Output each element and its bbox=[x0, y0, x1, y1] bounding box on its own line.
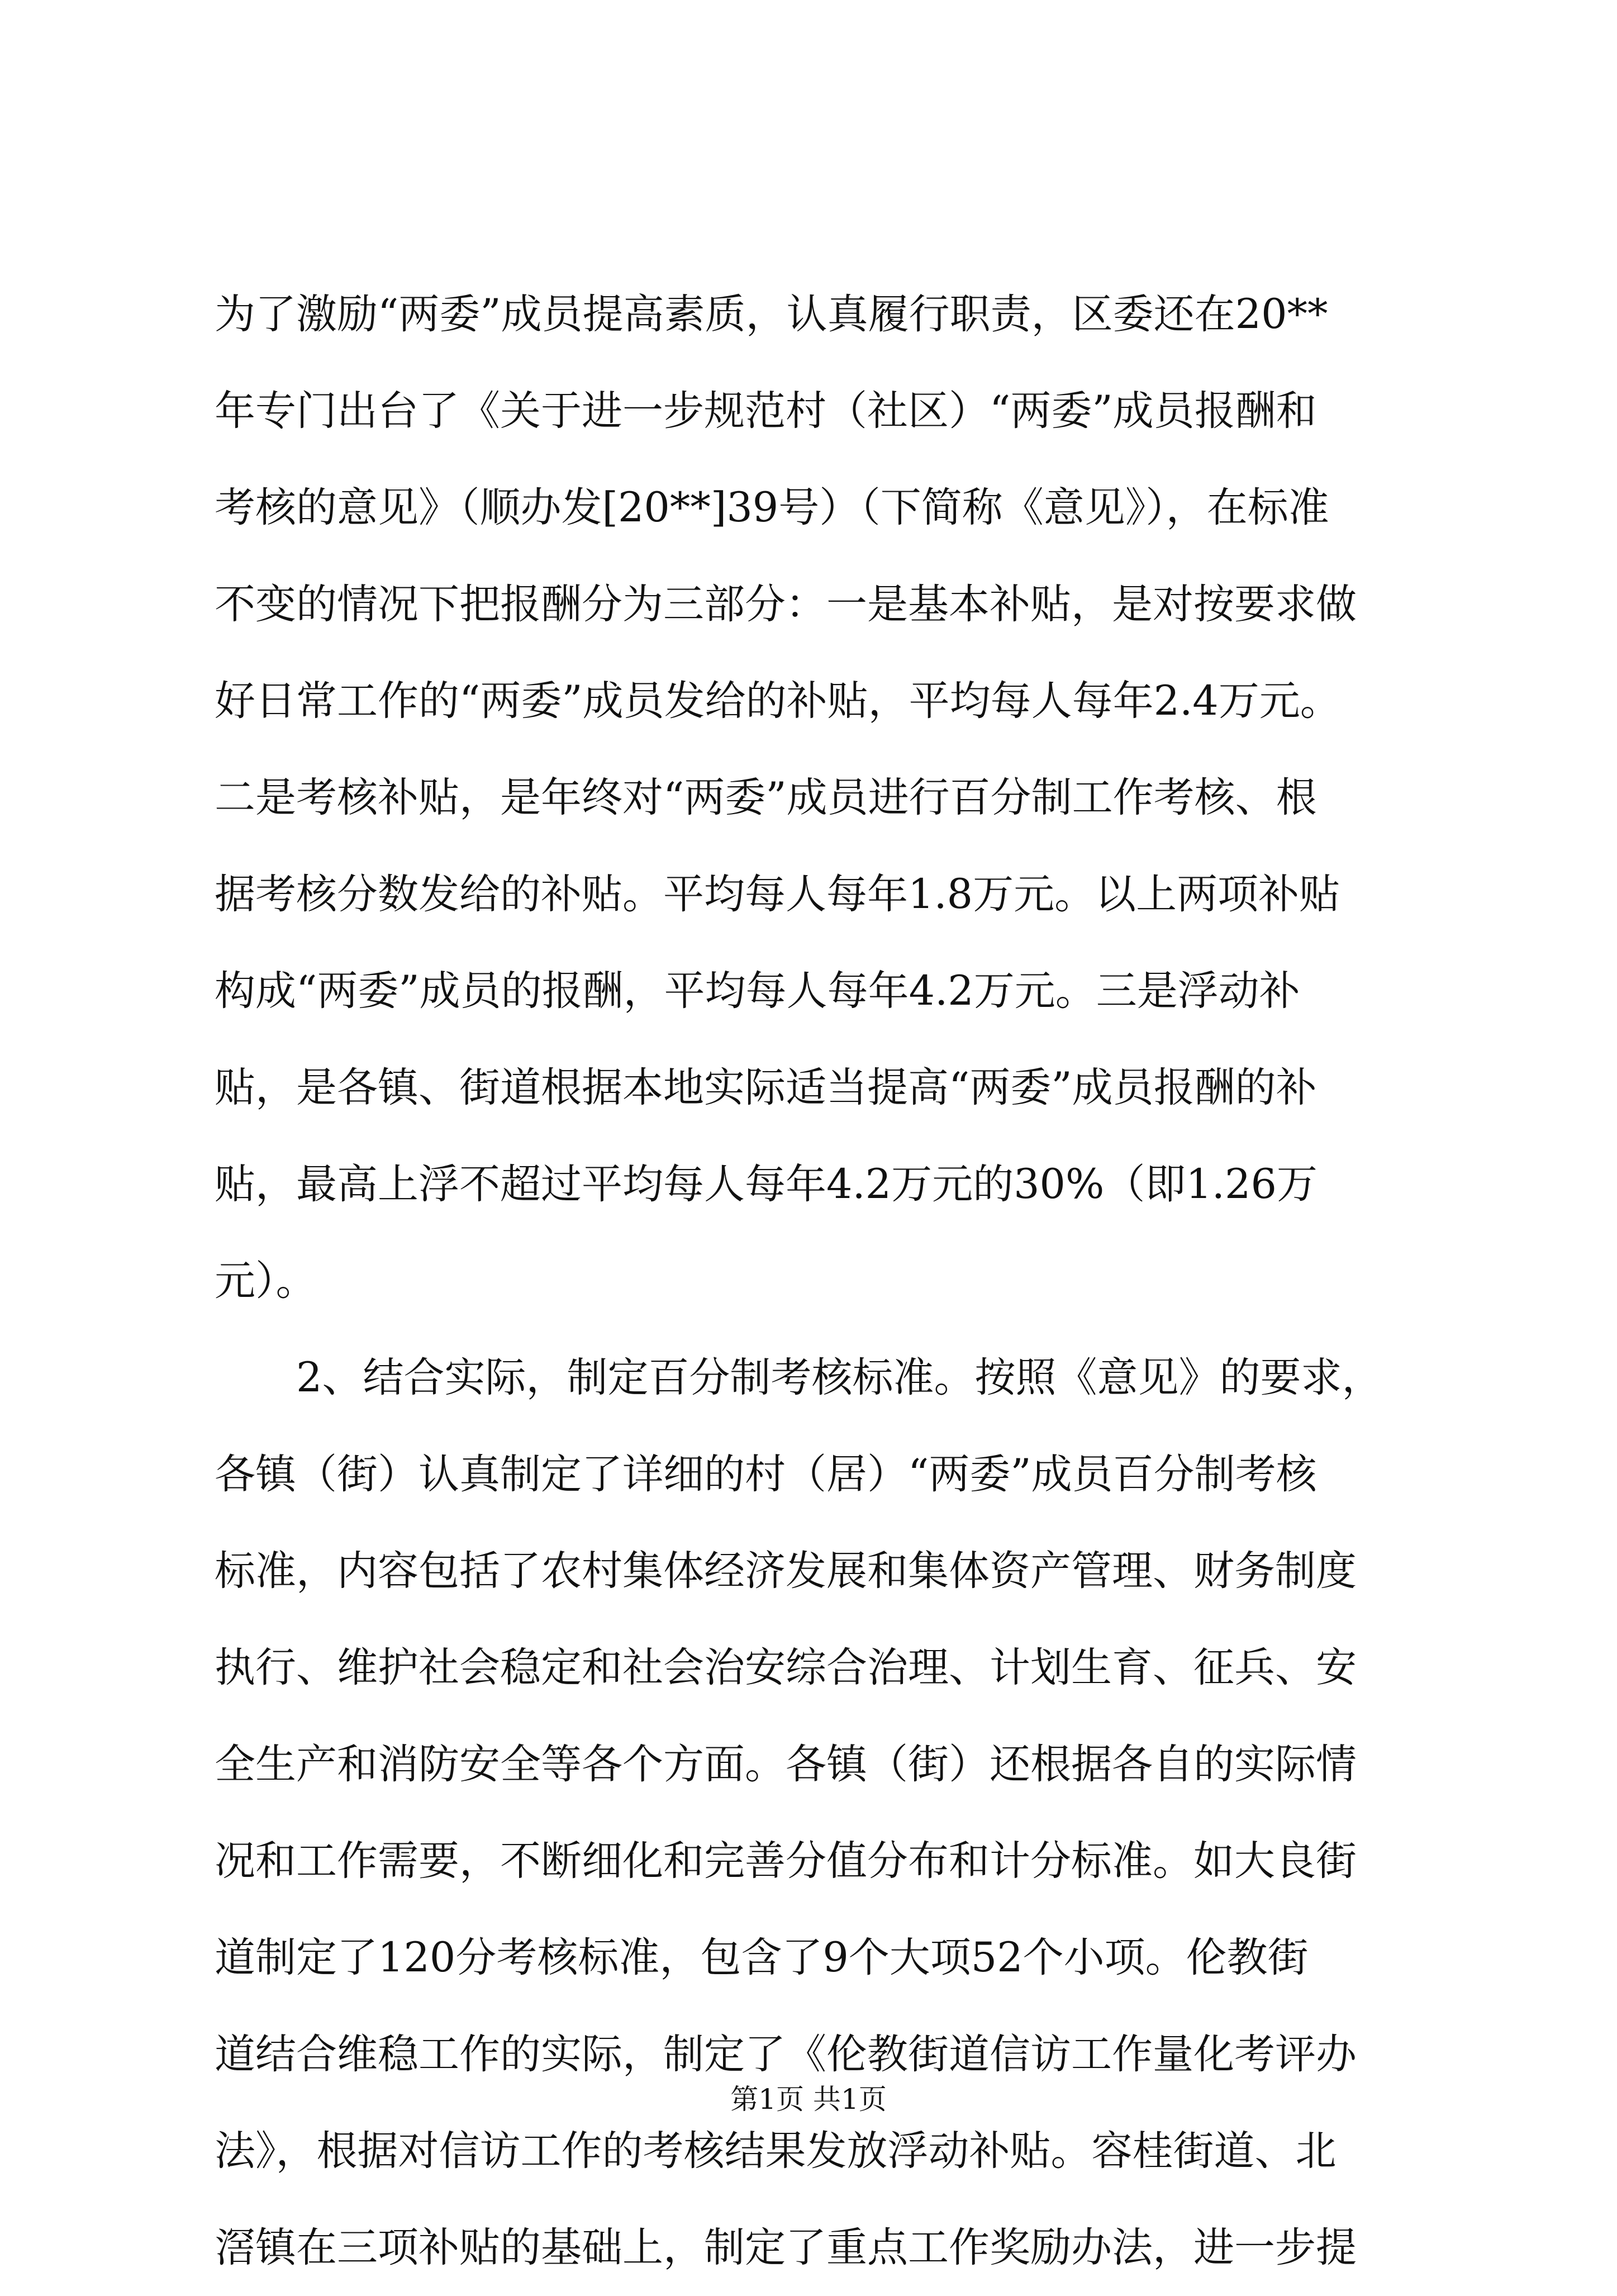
text-line: 考核的意见》（顺办发[20**]39号）（下简称《意见》），在标准 bbox=[215, 484, 1329, 531]
paragraph-remuneration bbox=[215, 266, 1410, 1329]
page-footer bbox=[0, 2080, 1617, 2119]
text-line: 道制定了120分考核标准，包含了9个大项52个小项。伦教街 bbox=[215, 1934, 1309, 1981]
text-line: 为了激励“两委”成员提高素质，认真履行职责，区委还在20** bbox=[215, 291, 1328, 338]
text-line: 法》，根据对信访工作的考核结果发放浮动补贴。容桂街道、北 bbox=[215, 2127, 1337, 2175]
text-line: 标准，内容包括了农村集体经济发展和集体资产管理、财务制度 bbox=[215, 1547, 1357, 1595]
text-line: 二是考核补贴，是年终对“两委”成员进行百分制工作考核、根 bbox=[215, 774, 1317, 821]
text-line: 好日常工作的“两委”成员发给的补贴，平均每人每年2.4万元。 bbox=[215, 677, 1341, 725]
text-line: 各镇（街）认真制定了详细的村（居）“两委”成员百分制考核 bbox=[215, 1451, 1317, 1498]
text-line: 况和工作需要，不断细化和完善分值分布和计分标准。如大良街 bbox=[215, 1837, 1357, 1885]
text-line: 道结合维稳工作的实际，制定了《伦教街道信访工作量化考评办 bbox=[215, 2031, 1357, 2078]
page-number-label: 第1页 共1页 bbox=[730, 2083, 887, 2116]
text-line: 构成“两委”成员的报酬，平均每人每年4.2万元。三是浮动补 bbox=[215, 967, 1300, 1015]
text-line: 贴，最高上浮不超过平均每人每年4.2万元的30%（即1.26万 bbox=[215, 1161, 1318, 1208]
text-line: 贴，是各镇、街道根据本地实际适当提高“两委”成员报酬的补 bbox=[215, 1064, 1317, 1111]
text-line: 元）。 bbox=[215, 1257, 317, 1305]
text-line: 年专门出台了《关于进一步规范村（社区）“两委”成员报酬和 bbox=[215, 387, 1317, 435]
text-line: 不变的情况下把报酬分为三部分：一是基本补贴，是对按要求做 bbox=[215, 581, 1357, 628]
text-line: 全生产和消防安全等各个方面。各镇（街）还根据各自的实际情 bbox=[215, 1741, 1357, 1788]
body-text bbox=[215, 266, 1410, 2296]
text-line: 据考核分数发给的补贴。平均每人每年1.8万元。以上两项补贴 bbox=[215, 871, 1340, 918]
text-line: 2、结合实际，制定百分制考核标准。按照《意见》的要求， bbox=[215, 1354, 1383, 1401]
text-line: 执行、维护社会稳定和社会治安综合治理、计划生育、征兵、安 bbox=[215, 1644, 1357, 1691]
text-line: 滘镇在三项补贴的基础上，制定了重点工作奖励办法，进一步提 bbox=[215, 2224, 1357, 2271]
paragraph-assessment-standard bbox=[215, 1329, 1410, 2296]
